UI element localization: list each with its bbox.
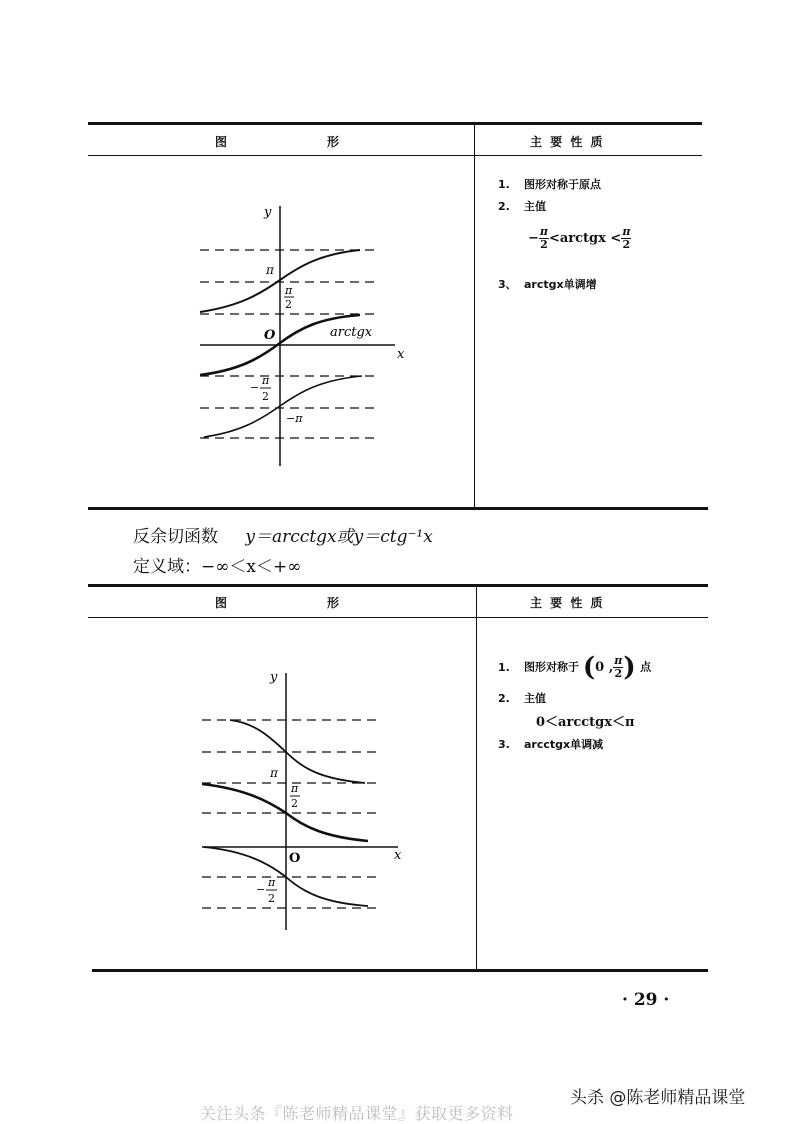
- pi-over-2-numerator: π: [291, 782, 299, 795]
- page-number: · 29 ·: [622, 990, 670, 1010]
- table1-header-rule: [88, 155, 702, 156]
- table2-header-graph: 图 形: [215, 596, 342, 610]
- property-text: arctgx单调增: [524, 278, 597, 291]
- table1-column-divider: [474, 122, 475, 507]
- neg-pi-over-2-denominator: 2: [268, 892, 275, 905]
- table2-property-3: [498, 736, 603, 752]
- arcctg-principal-value: 0＜arcctgx＜π: [536, 715, 635, 730]
- property-number: 1.: [498, 660, 510, 674]
- origin-label: O: [264, 328, 276, 343]
- table1-property-2: [498, 198, 546, 214]
- neg-pi-over-2-sign: −: [250, 381, 260, 394]
- table2-top-rule: [88, 584, 708, 587]
- section-title: [133, 522, 433, 547]
- arctg-branch-lower: [204, 376, 362, 437]
- neg-pi-over-2-denominator: 2: [262, 390, 269, 403]
- symmetry-point: (0 , $\frac{\pi}{2}$ ): [582, 652, 636, 682]
- arctg-graph: [190, 198, 410, 468]
- property-text: 图形对称于原点: [524, 178, 601, 191]
- table2-bottom-rule: [92, 969, 708, 972]
- property-suffix: 点: [640, 660, 652, 674]
- arctg-principal-value: [528, 226, 631, 251]
- pi-label: π: [270, 766, 278, 780]
- section-domain: 定义域：−∞＜x＜+∞: [133, 557, 302, 577]
- property-number: 2.: [498, 200, 510, 213]
- pi-over-2-fraction: $\frac{\pi}{2}$: [539, 225, 548, 251]
- table1-bottom-rule: [88, 507, 708, 510]
- property-text: 主值: [524, 200, 546, 213]
- pi-label: π: [266, 263, 274, 277]
- pi-over-2-numerator: π: [285, 284, 293, 297]
- neg-pi-over-2-numerator: π: [268, 876, 276, 889]
- property-text: 主值: [524, 692, 546, 705]
- property-number: 3、: [498, 278, 517, 291]
- property-number: 2.: [498, 692, 510, 705]
- property-text: 图形对称于: [524, 660, 579, 674]
- neg-pi-label: −π: [286, 412, 303, 425]
- table2-property-1: [498, 652, 651, 682]
- curve-label: arctgx: [330, 325, 373, 340]
- neg-pi-over-2-numerator: π: [262, 374, 270, 387]
- table1-property-3: [498, 276, 597, 292]
- arcctg-graph: [190, 665, 420, 933]
- origin-label: O: [289, 851, 301, 866]
- table2-column-divider: [476, 584, 477, 972]
- table2-header-rule: [88, 617, 708, 618]
- table1-property-1: [498, 176, 601, 192]
- pi-over-2-denominator: 2: [291, 797, 298, 810]
- section-formula: y＝arcctgx或y＝ctg⁻¹x: [245, 527, 433, 547]
- inequality-middle: <arctgx <: [548, 231, 622, 246]
- y-axis-label: y: [264, 205, 272, 220]
- watermark-brand: 头杀 @陈老师精品课堂: [570, 1088, 746, 1108]
- table1-header-graph: 图 形: [215, 135, 342, 149]
- neg-pi-over-2-sign: −: [256, 883, 266, 896]
- table2-property-2: [498, 690, 546, 706]
- pi-over-2-denominator: 2: [285, 298, 292, 311]
- minus-sign: −: [528, 231, 539, 246]
- table1-top-rule: [88, 122, 702, 125]
- x-axis-label: x: [397, 347, 405, 362]
- table1-header-properties: 主 要 性 质: [530, 135, 605, 149]
- property-number: 3.: [498, 738, 510, 751]
- section-title-prefix: 反余切函数: [133, 527, 218, 547]
- y-axis-label: y: [270, 670, 278, 685]
- property-text: arcctgx单调减: [524, 738, 604, 751]
- property-number: 1.: [498, 178, 510, 191]
- pi-over-2-fraction: $\frac{\pi}{2}$: [622, 225, 631, 251]
- x-axis-label: x: [394, 848, 402, 863]
- watermark-notice: 关注头条『陈老师精品课堂』获取更多资料: [200, 1104, 514, 1123]
- table2-header-properties: 主 要 性 质: [530, 596, 605, 610]
